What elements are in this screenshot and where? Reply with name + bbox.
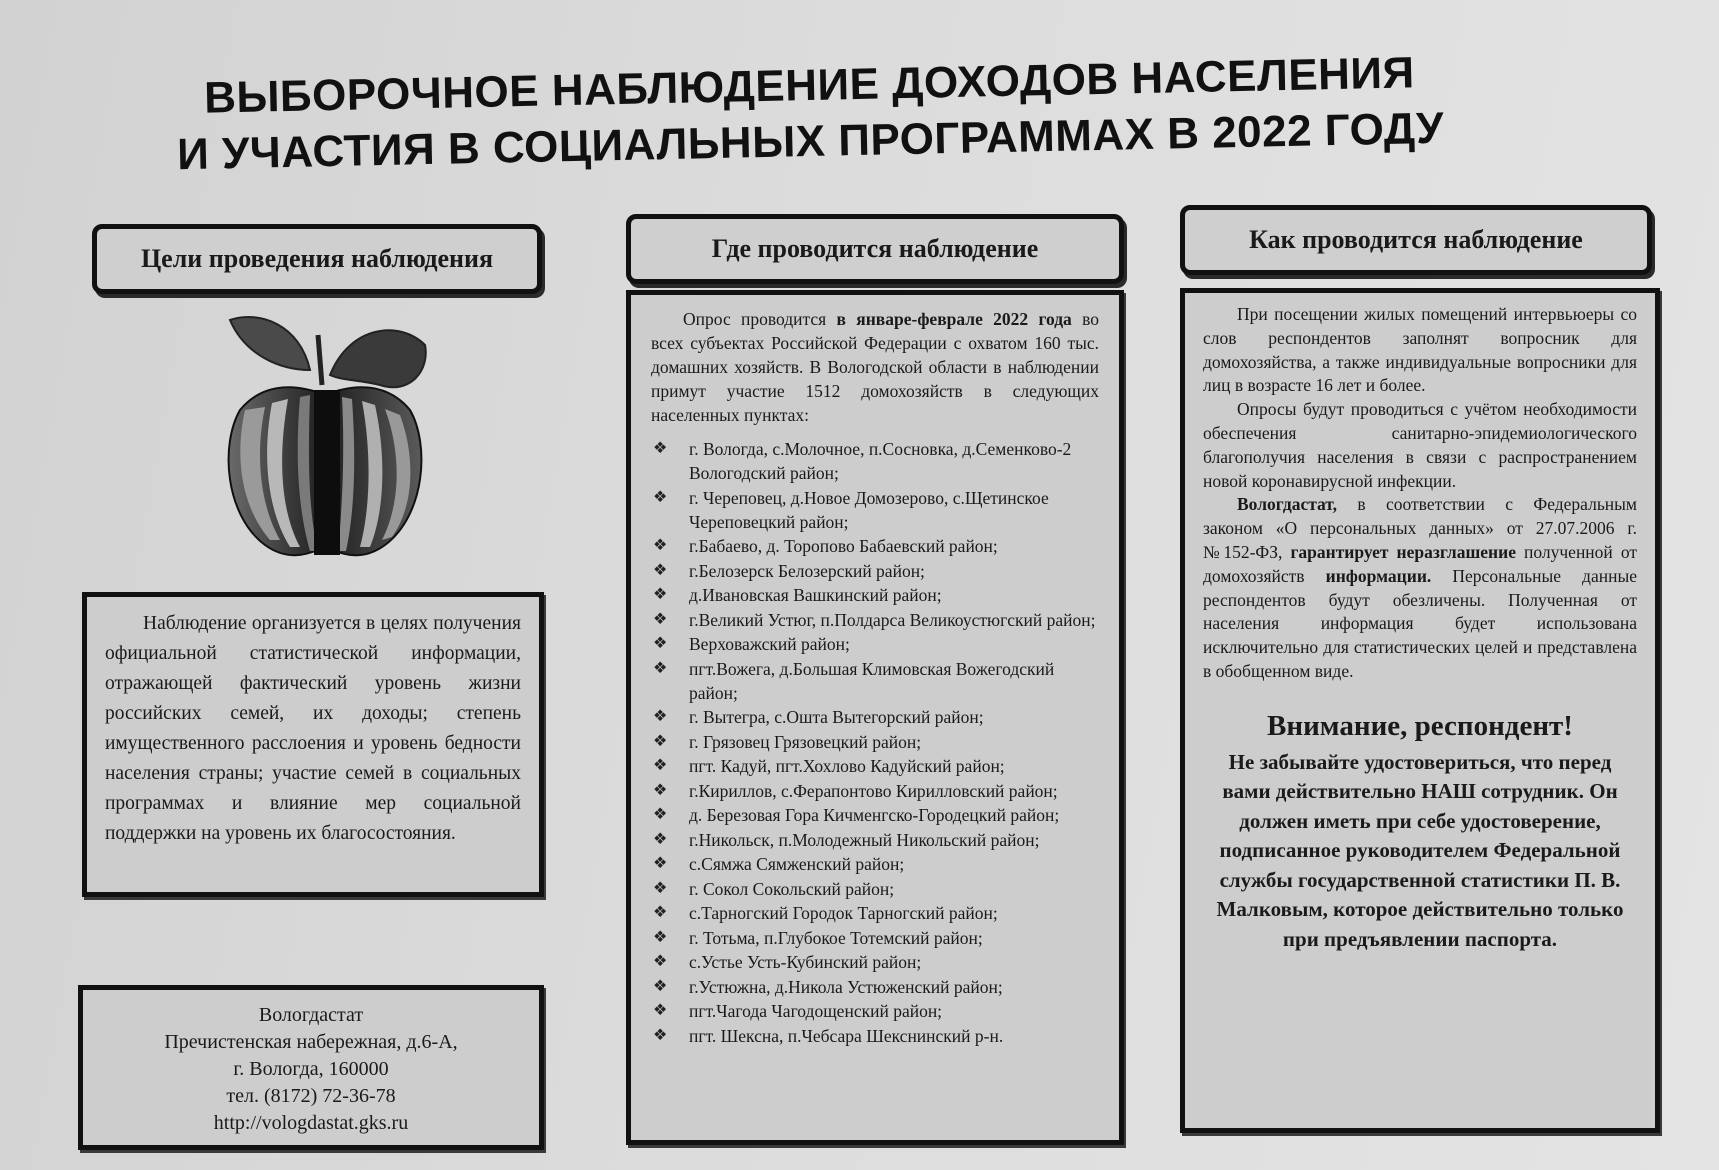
how-org: Вологдастат, xyxy=(1237,494,1337,515)
list-item xyxy=(651,779,1099,803)
settlement-text: с.Тарногский Городок Тарногский район; xyxy=(689,903,998,923)
bullet-icon: ❖ xyxy=(653,708,668,725)
bullet-icon: ❖ xyxy=(653,488,668,506)
settlement-text: г.Устюжна, д.Никола Устюженский район; xyxy=(689,976,1003,997)
settlement-text: д.Ивановская Вашкинский район; xyxy=(689,585,942,605)
settlement-text: Верховажский район; xyxy=(689,634,850,654)
settlement-text: пгт.Чагода Чагодощенский район; xyxy=(689,1001,943,1021)
where-intro-dates: в январе-феврале 2022 года xyxy=(836,309,1072,329)
bullet-icon: ❖ xyxy=(653,904,668,921)
goals-header-label: Цели проведения наблюдения xyxy=(140,244,494,273)
settlement-text: г.Великий Устюг, п.Полдарса Великоустюгский район; xyxy=(689,609,1096,630)
list-item xyxy=(651,657,1099,705)
settlement-text: пгт.Вожега, д.Большая Климовская Вожегодский район; xyxy=(689,658,1055,703)
list-item xyxy=(651,705,1099,729)
settlement-text: пгт. Шексна, п.Чебсара Шекснинский р-н. xyxy=(689,1025,1004,1046)
how-guarantee: гарантирует неразглашение xyxy=(1290,541,1516,562)
bullet-icon: ❖ xyxy=(653,1002,668,1019)
settlement-text: г. Вологда, с.Молочное, п.Сосновка, д.Семенково-2 Вологодский район; xyxy=(689,439,1072,483)
how-from: полученной от домохозяйств xyxy=(1203,541,1637,586)
bullet-icon: ❖ xyxy=(653,781,668,799)
settlement-text: г. Сокол Сокольский район; xyxy=(689,878,895,899)
bullet-icon: ❖ xyxy=(653,659,668,677)
contact-phone: тел. (8172) 72-36-78 xyxy=(226,1085,396,1107)
title-line-1: ВЫБОРОЧНОЕ НАБЛЮДЕНИЕ ДОХОДОВ НАСЕЛЕНИЯ xyxy=(203,48,1416,123)
list-item xyxy=(651,632,1099,656)
list-item xyxy=(651,559,1099,583)
bullet-icon: ❖ xyxy=(653,1026,668,1044)
bullet-icon: ❖ xyxy=(653,561,668,579)
list-item xyxy=(651,975,1099,999)
bullet-icon: ❖ xyxy=(653,537,668,554)
goals-text: Наблюдение организуется в целях получения официальной статистической информации, отражающей фактический уровень жизни российских семей, их доходы; степень имущественного расслоения и уровень бедности населения страны; участие семей в социальных программах и влияние мер социальной поддержки на уровень их благосостояния. xyxy=(105,613,521,844)
list-item xyxy=(651,730,1099,754)
list-item xyxy=(651,437,1099,485)
list-item xyxy=(651,877,1099,901)
list-item xyxy=(651,999,1099,1023)
list-item xyxy=(651,608,1099,632)
bullet-icon: ❖ xyxy=(653,879,668,897)
contact-address: Пречистенская набережная, д.6-А, xyxy=(164,1031,458,1053)
apple-illustration xyxy=(210,315,440,560)
bullet-icon: ❖ xyxy=(653,610,668,628)
title-line-2: И УЧАСТИЯ В СОЦИАЛЬНЫХ ПРОГРАММАХ В 2022 ГОДУ xyxy=(176,103,1445,180)
page-title xyxy=(129,44,1491,184)
list-item xyxy=(651,926,1099,950)
bullet-icon: ❖ xyxy=(653,953,668,970)
contact-url[interactable]: http://vologdastat.gks.ru xyxy=(213,1112,409,1134)
goals-header xyxy=(92,224,542,294)
settlement-text: с.Сямжа Сямженский район; xyxy=(689,854,905,874)
bullet-icon: ❖ xyxy=(653,586,668,603)
bullet-icon: ❖ xyxy=(653,806,668,823)
settlement-text: г. Череповец, д.Новое Домозерово, с.Щетинское Череповецкий район; xyxy=(689,487,1049,532)
how-paragraph-2: Опросы будут проводиться с учётом необходимости обеспечения санитарно-эпидемиологического благополучия населения в связи с распространением новой коронавирусной инфекции. xyxy=(1203,399,1637,491)
how-paragraph-1: При посещении жилых помещений интервьюеры со слов респондентов заполнят вопросник для домохозяйства, а также индивидуальные вопросники для лиц в возрасте 16 лет и более. xyxy=(1203,304,1637,396)
contact-box xyxy=(78,985,544,1150)
bullet-icon: ❖ xyxy=(653,732,668,750)
where-intro xyxy=(651,307,1099,427)
bullet-icon: ❖ xyxy=(653,440,668,457)
where-intro-start: Опрос проводится xyxy=(683,309,837,329)
list-item xyxy=(651,583,1099,607)
settlement-text: г. Грязовец Грязовецкий район; xyxy=(689,731,922,752)
settlement-text: г.Белозерск Белозерский район; xyxy=(689,560,925,581)
list-item xyxy=(651,803,1099,827)
where-header-label: Где проводится наблюдение xyxy=(711,234,1039,263)
list-item xyxy=(651,828,1099,852)
list-item xyxy=(651,852,1099,876)
list-item xyxy=(651,950,1099,974)
how-header-label: Как проводится наблюдение xyxy=(1249,225,1583,254)
contact-org: Вологдастат xyxy=(258,1004,364,1026)
goals-box xyxy=(82,592,544,897)
how-information: информации. xyxy=(1325,565,1432,586)
settlement-text: д. Березовая Гора Кичменгско-Городецкий район; xyxy=(689,805,1060,825)
settlement-text: пгт. Кадуй, пгт.Хохлово Кадуйский район; xyxy=(689,756,1005,776)
bullet-icon: ❖ xyxy=(653,635,668,652)
settlement-text: г.Кириллов, с.Ферапонтово Кирилловский район; xyxy=(689,780,1058,801)
bullet-icon: ❖ xyxy=(653,830,668,848)
list-item xyxy=(651,901,1099,925)
contact-city: г. Вологда, 160000 xyxy=(233,1058,389,1080)
list-item xyxy=(651,754,1099,778)
bullet-icon: ❖ xyxy=(653,977,668,995)
list-item xyxy=(651,486,1099,534)
where-intro-rest: во всех субъектах Российской Федерации с охватом 160 тыс. домашних хозяйств. В Вологодской области в наблюдении примут участие 1512 домохозяйств в следующих населенных пунктах: xyxy=(651,309,1099,425)
settlement-text: г.Бабаево, д. Торопово Бабаевский район; xyxy=(689,536,998,556)
where-header xyxy=(626,214,1124,284)
how-paragraph-3 xyxy=(1203,493,1637,683)
settlement-text: г. Вытегра, с.Оштa Вытегорский район; xyxy=(689,707,984,727)
settlement-text: с.Устье Усть-Кубинский район; xyxy=(689,952,922,972)
settlement-list xyxy=(651,437,1099,1048)
list-item xyxy=(651,534,1099,558)
settlement-text: г.Никольск, п.Молодежный Никольский район; xyxy=(689,829,1040,850)
attention-title: Внимание, респондент! xyxy=(1267,709,1573,742)
list-item xyxy=(651,1024,1099,1048)
how-law: в соответствии с Федеральным законом «О персональных данных» от 27.07.2006 г. №152-ФЗ, xyxy=(1203,494,1637,562)
bullet-icon: ❖ xyxy=(653,855,668,872)
attention-text: Не забывайте удостовериться, что перед вами действительно НАШ сотрудник. Он должен иметь при себе удостоверение, подписанное руководителем Федеральной службы государственной статистики П. В. Малковым, которое действительно только при предъявлении паспорта. xyxy=(1216,749,1624,951)
how-header xyxy=(1180,205,1652,275)
how-closing: Персональные данные респондентов будут обезличены. Полученная от населения информация будет использована исключительно для статистических целей и представлена в обобщенном виде. xyxy=(1203,565,1637,681)
how-box xyxy=(1180,288,1660,1133)
bullet-icon: ❖ xyxy=(653,757,668,774)
where-box xyxy=(626,290,1124,1145)
settlement-text: г. Тотьма, п.Глубокое Тотемский район; xyxy=(689,927,983,948)
bullet-icon: ❖ xyxy=(653,928,668,946)
